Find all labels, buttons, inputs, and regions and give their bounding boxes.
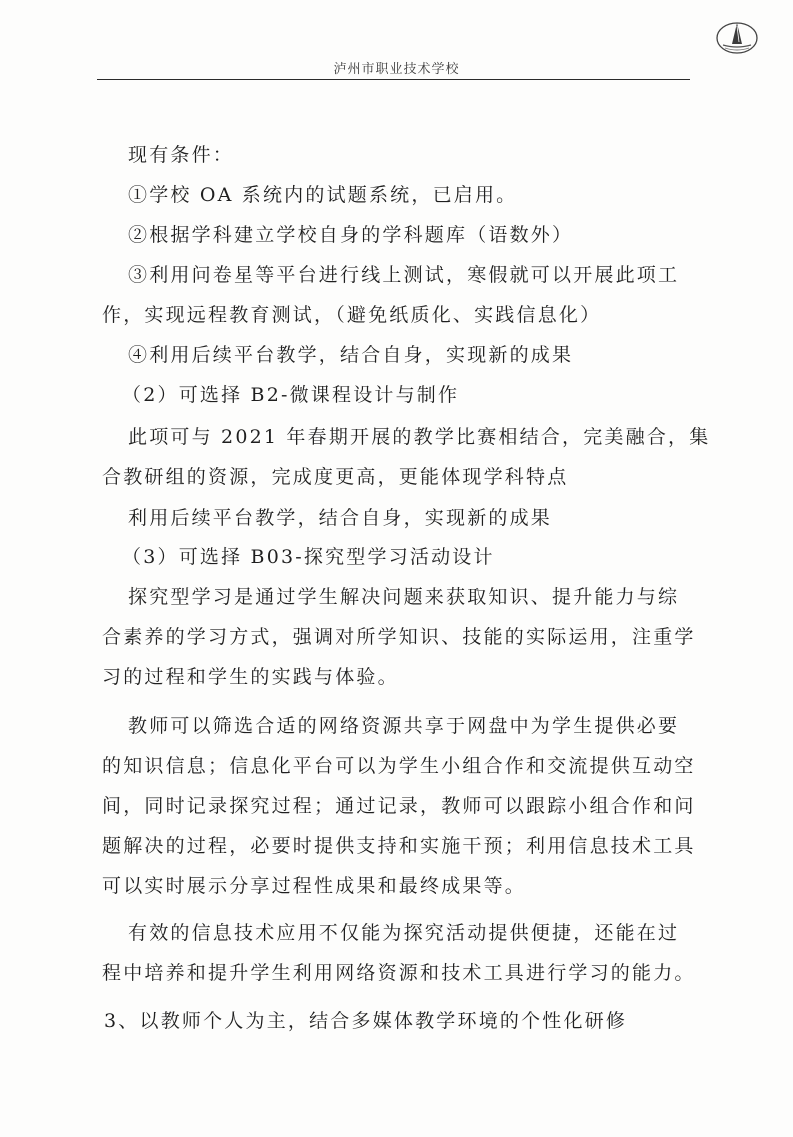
- paragraph-line: 现有条件：: [128, 144, 235, 166]
- paragraph-line: 作，实现远程教育测试，（避免纸质化、实践信息化）: [102, 304, 602, 326]
- paragraph-line: 合教研组的资源，完成度更高，更能体现学科特点: [102, 466, 569, 488]
- paragraph-line: 教师可以筛选合适的网络资源共享于网盘中为学生提供必要: [128, 715, 680, 737]
- paragraph-line: 习的过程和学生的实践与体验。: [102, 666, 399, 688]
- paragraph-line: ②根据学科建立学校自身的学科题库（语数外）: [128, 224, 574, 246]
- paragraph-line: ①学校 OA 系统内的试题系统，已启用。: [128, 184, 518, 206]
- paragraph-line: ④利用后续平台教学，结合自身，实现新的成果: [128, 344, 574, 366]
- paragraph-line: 间，同时记录探究过程；通过记录，教师可以跟踪小组合作和问: [102, 795, 696, 817]
- paragraph-line: 合素养的学习方式，强调对所学知识、技能的实际运用，注重学: [102, 626, 696, 648]
- paragraph-line: 探究型学习是通过学生解决问题来获取知识、提升能力与综: [128, 586, 680, 608]
- paragraph-line: 利用后续平台教学，结合自身，实现新的成果: [128, 507, 553, 529]
- paragraph-line: 程中培养和提升学生利用网络资源和技术工具进行学习的能力。: [102, 962, 696, 984]
- section-heading: （3）可选择 B03-探究型学习活动设计: [122, 546, 495, 568]
- paragraph-line: 题解决的过程，必要时提供支持和实施干预；利用信息技术工具: [102, 835, 696, 857]
- header-school-name: 泸州市职业技术学校: [333, 62, 460, 77]
- paragraph-line: 可以实时展示分享过程性成果和最终成果等。: [102, 875, 527, 897]
- section-heading: （2）可选择 B2-微课程设计与制作: [122, 384, 460, 406]
- paragraph-line: 的知识信息；信息化平台可以为学生小组合作和交流提供互动空: [102, 755, 696, 777]
- paragraph-line: 有效的信息技术应用不仅能为探究活动提供便捷，还能在过: [128, 922, 680, 944]
- section-heading: 3、以教师个人为主，结合多媒体教学环境的个性化研修: [104, 1010, 628, 1032]
- paragraph-line: ③利用问卷星等平台进行线上测试，寒假就可以开展此项工: [128, 264, 680, 286]
- paragraph-line: 此项可与 2021 年春期开展的教学比赛相结合，完美融合，集: [128, 426, 711, 448]
